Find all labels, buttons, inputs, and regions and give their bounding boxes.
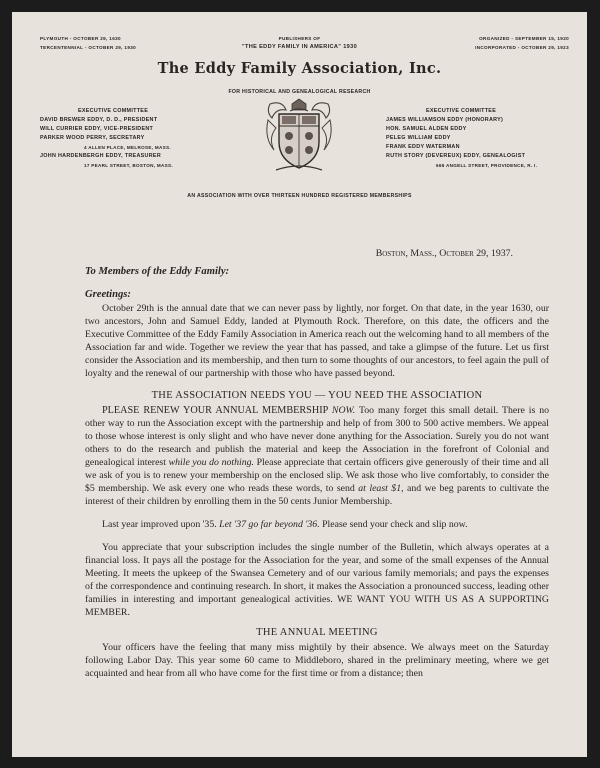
incorporated-date: INCORPORATED - OCTOBER 29, 1923	[475, 45, 569, 50]
publication-title: "THE EDDY FAMILY IN AMERICA" 1930	[241, 44, 358, 50]
family-crest-icon	[262, 98, 336, 174]
renew-now-emphasis: NOW.	[331, 405, 356, 416]
paragraph-subscription	[85, 541, 549, 619]
committee-address: 4 ALLEN PLACE, MELROSE, MASS.	[84, 145, 171, 150]
tercentennial-date: TERCENTENNIAL - OCTOBER 29, 1930	[40, 45, 137, 50]
dateline: Boston, Mass., October 29, 1937.	[375, 248, 513, 259]
committee-member: PARKER WOOD PERRY, SECRETARY	[40, 135, 145, 141]
renew-text: Too many forget this small detail. There is no other way to run the Association except with the partnership and help of from 300 to 500 active members. We appeal to those whose interest is only slight and who have never done anything for the Association. Surely you do not want others to do the research and publish the material and keep the Association in the forefront of Colonial and genealogical interest	[85, 405, 550, 468]
plymouth-date: PLYMOUTH - OCTOBER 29, 1630	[40, 36, 121, 41]
left-committee-heading: EXECUTIVE COMMITTEE	[78, 108, 149, 114]
section-heading-association: THE ASSOCIATION NEEDS YOU — YOU NEED THE ASSOCIATION	[151, 390, 483, 401]
committee-member: JOHN HARDENBERGH EDDY, TREASURER	[40, 153, 162, 159]
salutation: To Members of the Eddy Family:	[85, 266, 230, 277]
publishers-of: PUBLISHERS OF	[278, 36, 321, 41]
renew-text: PLEASE RENEW YOUR ANNUAL MEMBERSHIP	[102, 405, 332, 416]
organization-dates	[475, 34, 569, 52]
committee-member: WILL CURRIER EDDY, VICE-PRESIDENT	[40, 126, 154, 132]
membership-line: AN ASSOCIATION WITH OVER THIRTEEN HUNDRED REGISTERED MEMBERSHIPS	[187, 193, 412, 199]
least-emphasis: at least $1,	[358, 483, 404, 494]
paragraph-last-year	[85, 518, 549, 531]
greeting: Greetings:	[85, 289, 131, 300]
paragraph-text: Your officers have the feeling that many miss mightily by their absence. We always meet on the Saturday following Labor Day. This year some 60 came to Middleboro, shared in the preliminary meeting, where we get acquainted and hear from all who have come for the first time or from a distance; then	[85, 642, 549, 679]
paragraph-meeting	[85, 641, 549, 680]
paragraph-text: October 29th is the annual date that we can never pass by lightly, nor forget. On that date, in the year 1630, our two ancestors, John and Samuel Eddy, landed at Plymouth Rock. Therefore, on this date, the officers and the Executive Committee of the Eddy Family Association in America reach out the welcoming hand to all members of the Association far and wide. Together we review the year that has passed, and take a glimpse of the future. Let us first consider the Association and its membership, and then turn to some thoughts of our ancestors, to feel again the pull of loyalty and the renewal of our partnership with those who have passed beyond.	[85, 303, 549, 379]
committee-member: FRANK EDDY WATERMAN	[386, 144, 460, 150]
letter-page	[12, 12, 587, 757]
last-year-text: Last year improved upon '35.	[102, 519, 220, 530]
committee-member: JAMES WILLIAMSON EDDY (HONORARY)	[386, 117, 504, 123]
committee-member: RUTH STORY (DEVEREUX) EDDY, GENEALOGIST	[386, 153, 526, 159]
beyond-emphasis: Let '37 go far beyond '36.	[219, 519, 320, 530]
committee-address: 17 PEARL STREET, BOSTON, MASS.	[84, 163, 173, 168]
section-heading-annual-meeting: THE ANNUAL MEETING	[256, 627, 378, 638]
right-committee-heading: EXECUTIVE COMMITTEE	[426, 108, 497, 114]
committee-member: HON. SAMUEL ALDEN EDDY	[386, 126, 467, 132]
letter-body	[85, 266, 549, 680]
left-committee	[40, 107, 260, 170]
renew-text: Please appreciate that certain officers give generously of their time and all we ask of you is to renew your membership on the enclosed slip. We ask those who live comfortably, to consider the $5 membership. We ask every one who reads these words, to send	[85, 457, 549, 494]
paragraph-renew	[85, 404, 549, 508]
paragraph-text: You appreciate that your subscription includes the single number of the Bulletin, which always operates at a financial loss. It pays all the postage for the Association for the year, and some of the small expenses of the Annual Meeting. It meets the upkeep of the Swansea Cemetery and of our various family memorials; and pays the expenses of the correspondence and continuing research. In short, it makes the Association a pronounced success, leading other families in interesting and important genealogical activities. WE WANT YOU WITH US AS A SUPPORTING MEMBER.	[85, 542, 549, 618]
organization-name: The Eddy Family Association, Inc.	[157, 60, 442, 77]
renew-text: and we beg parents to cultivate the interest of their children by enrolling them in the 50 cents Junior Membership.	[85, 483, 549, 507]
purpose-line: FOR HISTORICAL AND GENEALOGICAL RESEARCH	[228, 89, 371, 95]
organized-date: ORGANIZED - SEPTEMBER 15, 1920	[479, 36, 569, 41]
right-committee	[386, 107, 586, 170]
last-year-text: Please send your check and slip now.	[319, 519, 468, 530]
paragraph-intro	[85, 302, 549, 380]
committee-member: PELEG WILLIAM EDDY	[386, 135, 451, 141]
committee-address: 666 ANGELL STREET, PROVIDENCE, R. I.	[436, 163, 538, 168]
nothing-emphasis: while you do nothing.	[168, 457, 254, 468]
committee-member: DAVID BREWER EDDY, D. D., PRESIDENT	[40, 117, 158, 123]
